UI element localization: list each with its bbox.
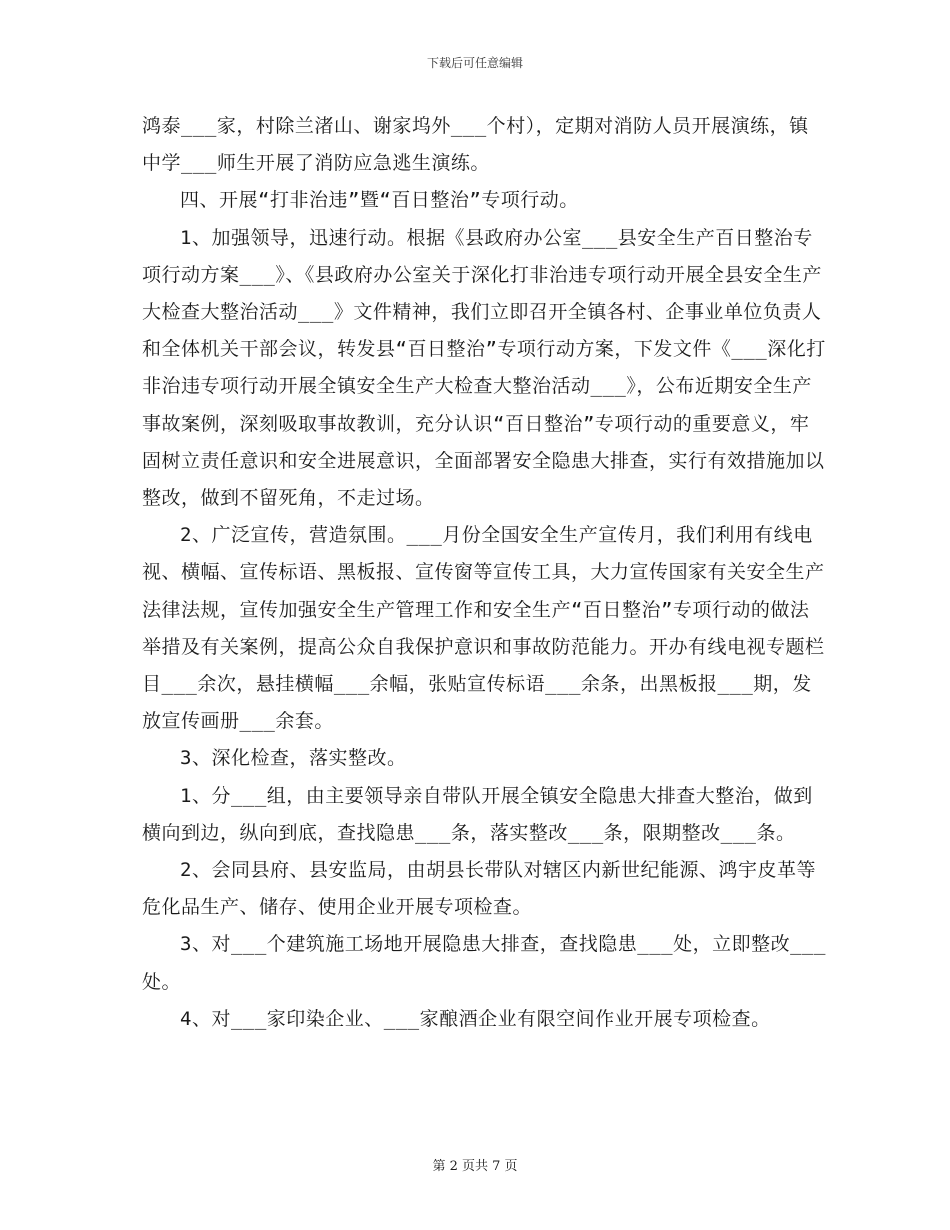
section-heading-4: 四、开展“打非治违”暨“百日整治”专项行动。: [180, 189, 579, 212]
paragraph-publicity: 2、广泛宣传，营造氛围。___月份全国安全生产宣传月，我们利用有线电视、横幅、宣传标语、黑板报、宣传窗等宣传工具，大力宣传国家有关安全生产法律法规，宣传加强安全生产管理工作和安全生产“百日整治”专项行动的做法举措及有关案例，提高公众自我保护意识和事故防范能力。开办有线电视专题栏目___余次，悬挂横幅___余幅，张贴宣传标语___余条，出黑板报___期，发放宣传画册___余套。: [142, 524, 825, 733]
paragraph-item-1: 1、分___组，由主要领导亲自带队开展全镇安全隐患大排查大整治，做到横向到边，纵向到底，查找隐患___条，落实整改___条，限期整改___条。: [142, 784, 813, 844]
paragraph-leadership: 1、加强领导，迅速行动。根据《县政府办公室___县安全生产百日整治专项行动方案___》、《县政府办公室关于深化打非治违专项行动开展全县安全生产大检查大整治活动___》文件精神，我们立即召开全镇各村、企事业单位负责人和全体机关干部会议，转发县“百日整治”专项行动方案，下发文件《___深化打非治违专项行动开展全镇安全生产大检查大整治活动___》，公布近期安全生产事故案例，深刻吸取事故教训，充分认识“百日整治”专项行动的重要意义，牢固树立责任意识和安全进展意识，全面部署安全隐患大排查，实行有效措施加以整改，做到不留死角，不走过场。: [142, 226, 826, 510]
paragraph-item-3: 3、对___个建筑施工场地开展隐患大排查，查找隐患___处，立即整改___处。: [142, 933, 826, 993]
document-body: [142, 108, 827, 1038]
paragraph-1: 鸿泰___家，村除兰渚山、谢家坞外___个村），定期对消防人员开展演练，镇中学___师生开展了消防应急逃生演练。: [142, 115, 809, 175]
subheading-inspection: 3、深化检查，落实整改。: [180, 747, 407, 770]
paragraph-item-4: 4、对___家印染企业、___家酿酒企业有限空间作业开展专项检查。: [180, 1007, 771, 1030]
page-header: 下载后可任意编辑: [426, 56, 523, 70]
paragraph-item-2: 2、会同县府、县安监局，由胡县长带队对辖区内新世纪能源、鸿宇皮革等危化品生产、储存、使用企业开展专项检查。: [142, 859, 816, 919]
page-number: 第 2 页共 7 页: [432, 1159, 518, 1174]
